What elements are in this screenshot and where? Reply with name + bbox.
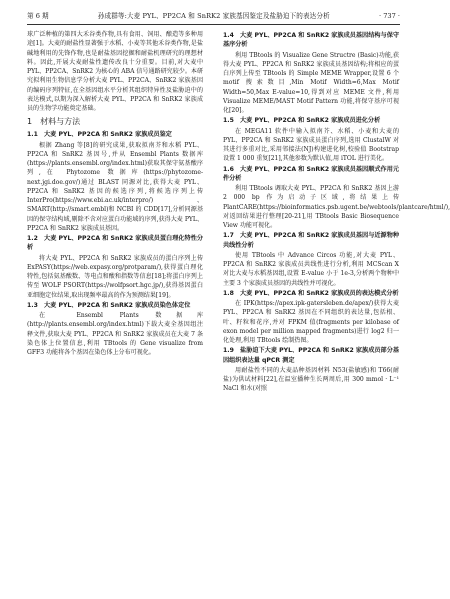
subsection-heading-1-1: 1.1 大麦 PYL、PP2CA 和 SnRK2 家族成员鉴定 [27,131,172,139]
subsection-body-1-6: 利用 TBtools 调取大麦 PYL、PP2CA 和 SnRK2 基因上游 2 000 bp 作为启动子区域,将结果上传 PlantCARE(https://bioinformatics.psb.ugent.be/webtools/plantcare/html/),对返回结果进行整理[20-21],用 TBtools Basic Biosequence View 功能可视化。 [223,185,450,229]
header-rule [27,24,400,25]
subsection-heading-1-2: 1.2 大麦 PYL、PP2CA 和 SnRK2 家族成员蛋白理化特性分析 [27,235,203,252]
subsection-body-1-5: 在 MEGA11 软件中输入拟南芥、水稻、小麦和大麦的 PYL、PP2CA 和 SnRK2 家族成员蛋白序列,选用 ClustalW 对其进行多重对比,采用邻接法(NJ)构建进化树,校验值 Bootstrap 设置 1 000 重复[21],其他参数为默认值,用 iTOL 进行美化。 [223,127,399,163]
subsection-body-1-2: 将大麦 PYL、PP2CA 和 SnRK2 家族成员的蛋白序列上传 ExPASY(https://web.expasy.org/protparam/),获得蛋白理化特性,包括氨基酸数、等电点和酸和指数等信息[18];将蛋白序列上传至 WOLF PSORT(https://wolfpsort.hgc.jp/),获得基因蛋白亚细胞定位结果,取出现频率最高的作为预测结果[19]。 [27,254,203,299]
left-column [27,30,203,590]
subsection-heading-1-7: 1.7 大麦 PYL、PP2CA 和 SnRK2 家族成员基因与近源物种共线性分析 [223,232,399,249]
page-number: · 737 · [379,12,400,20]
section-heading-materials-methods: 1 材料与方法 [27,117,81,127]
intro-paragraph: 球广泛种植的第四大禾谷类作物,具有食用、饲用、酿造等多种用途[1]。大麦的耐盐性显著强于水稻、小麦等其他禾谷类作物,是盐碱地利用的先锋作物,也是耐盐基因挖掘和耐盐机理研究的理想材料。因此,开展大麦耐盐性遗传改良十分重要。目前,对大麦中 PYL、PP2CA、SnRK2 为核心的 ABA 信号通路研究较少。本研究拟利用生物信息学分析大麦 PYL、PP2CA、SnRK2 家族基因的编码序列特征,在全基因组水平分析其组织特异性及盐胁迫中的表达模式,以期为深入解析大麦 PYL、PP2CA 和 SnRK2 家族成员的生物学功能奠定基础。 [27,31,203,112]
subsection-body-1-7: 使用 TBtools 中 Advance Circos 功能,对大麦 PYL、PP2CA 和 SnRK2 家族成员共线性进行分析,利用 MCScan X 对比大麦与水稻基因组,设置 E-value 小于 1e-3,分析两个物种中主要 3 个家族成员基因的共线性并可视化。 [223,251,399,287]
subsection-heading-1-3: 1.3 大麦 PYL、PP2CA 和 SnRK2 家族成员染色体定位 [27,301,191,309]
subsection-heading-1-9: 1.9 盐胁迫下大麦 PYL、PP2CA 和 SnRK2 家族成员部分基因组织表达量 qPCR 测定 [223,347,399,364]
subsection-heading-1-8: 1.8 大麦 PYL、PP2CA 和 SnRK2 家族成员的表达模式分析 [223,289,399,297]
subsection-heading-1-4: 1.4 大麦 PYL、PP2CA 和 SnRK2 家族成员基因结构与保守基序分析 [223,32,399,49]
subsection-body-1-3: 在 Ensembl Plants 数据库(http://plants.ensembl.org/index.html)下载大麦全基因组注释文件,获取大麦 PYL、PP2CA 和 SnRK2 家族成员在大麦 7 条染色体上位置信息,利用 TBtools 的 Gene visualize from GFF3 功能将各个基因在染色体上分布可视化。 [27,312,203,356]
subsection-body-1-8: 在 IPK(https://apex.ipk-gatersleben.de/apex/)获得大麦 PYL、PP2CA 和 SnRK2 基因在不同组织的表达量,包括根、叶、籽粒和花序,并对 FPKM 值(fragments per kilobase of exon model per million mapped fragments)进行 log2 归一化处理,利用 TBtools 绘制热图。 [223,300,399,344]
article-running-title: 孙成群等:大麦 PYL、PP2CA 和 SnRK2 家族基因鉴定及盐胁迫下的表达分析 [97,12,330,20]
issue-number: 第 6 期 [27,12,49,20]
running-header [27,10,400,22]
subsection-body-1-4: 利用 TBtools 的 Visualize Gene Structre (Basic)功能,获得大麦 PYL、PP2CA 和 SnRK2 家族成员基因结构;将相应的蛋白序列上传至 TBtools 的 Simple MEME Wrapper,设置 6 个 motif 搜索数目,Min Motif Width=6,Max Motif Width=50,Max E-value=10,得到对应 MEME 文件,利用 Visualize MEME/MAST Motif Pattern 功能,将保守基序可视化[20]。 [223,51,399,114]
right-column [223,30,450,590]
subsection-body-1-9: 用耐盐性不同的大麦品种基因材料 N53(盐敏感)和 T66(耐盐)为供试材料[22],在温室播种生长两周后,用 300 mmol · L⁻¹ NaCl 和水(对照 [223,366,399,393]
subsection-heading-1-5: 1.5 大麦 PYL、PP2CA 和 SnRK2 家族成员进化分析 [223,117,381,125]
subsection-heading-1-6: 1.6 大麦 PYL、PP2CA 和 SnRK2 家族成员基因顺式作用元件分析 [223,165,399,182]
subsection-body-1-1: 根据 Zhang 等[8]的研究成果,获取拟南芥和水稻 PYL、PP2CA 和 SnRK2 基因号,并从 Ensembl Plants 数据库(https://plants.ensembl.org/index.html)获取其保守氨基酸序列,在 Phytozome 数据库(https://phytozome-next.jgi.doe.gov/)通过 BLAST 同源对比,获得大麦 PYL、PP2CA 和 SnRK2 基因的候选序列,将候选序列上传 InterPro(https://www.ebi.ac.uk/interpro/)、SMART(http://smart.embl)和 NCBI 的 CDD[17],分析同源基因的保守结构域,剔除不含对应蛋白功能域的序列,获得大麦 PYL、PP2CA 和 SnRK2 家族成员基因。 [27,141,203,232]
